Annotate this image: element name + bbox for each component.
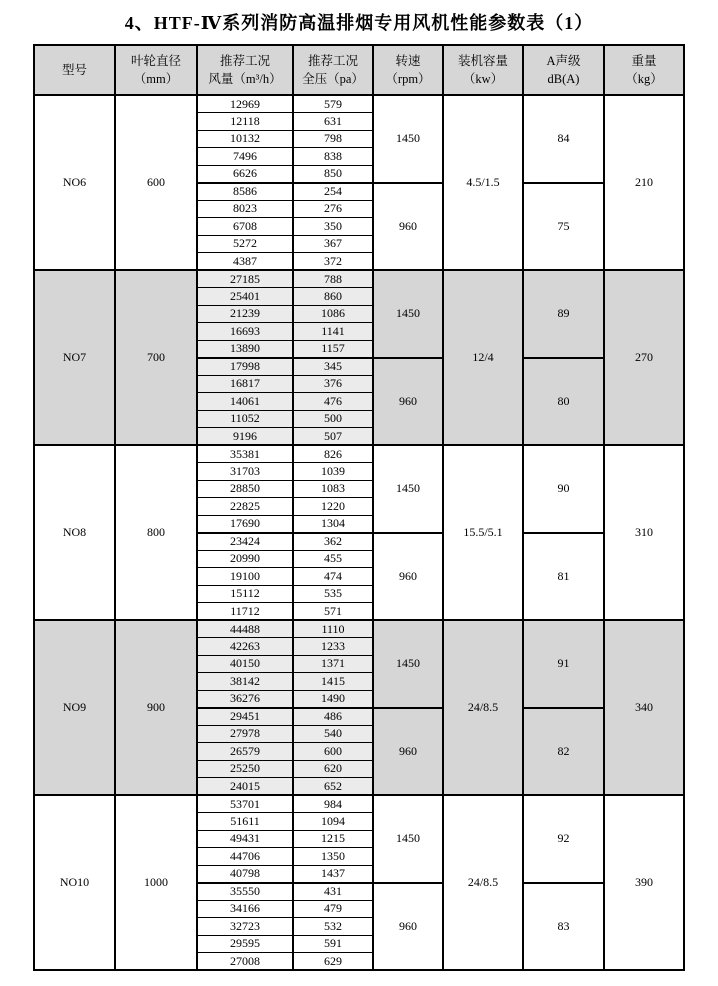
header-model — [34, 45, 115, 95]
airflow-cell: 7496 — [197, 148, 293, 166]
airflow-cell: 23424 — [197, 533, 293, 551]
airflow-cell: 13890 — [197, 340, 293, 358]
weight-cell: 270 — [604, 270, 684, 445]
pressure-cell: 838 — [293, 148, 373, 166]
pressure-cell: 600 — [293, 743, 373, 761]
airflow-cell: 11712 — [197, 603, 293, 621]
airflow-cell: 17690 — [197, 515, 293, 533]
pressure-cell: 1039 — [293, 463, 373, 481]
pressure-cell: 579 — [293, 95, 373, 113]
weight-cell: 310 — [604, 445, 684, 620]
capacity-cell: 12/4 — [443, 270, 523, 445]
model-cell: NO10 — [34, 795, 115, 970]
airflow-cell: 17998 — [197, 358, 293, 376]
speed-cell: 1450 — [373, 795, 443, 883]
noise-cell: 90 — [523, 445, 604, 533]
airflow-cell: 12118 — [197, 113, 293, 131]
model-cell: NO6 — [34, 95, 115, 270]
speed-cell: 1450 — [373, 270, 443, 358]
noise-cell: 83 — [523, 883, 604, 971]
airflow-cell: 5272 — [197, 235, 293, 253]
pressure-cell: 860 — [293, 288, 373, 306]
pressure-cell: 984 — [293, 795, 373, 813]
pressure-cell: 631 — [293, 113, 373, 131]
pressure-cell: 788 — [293, 270, 373, 288]
speed-cell: 960 — [373, 533, 443, 621]
pressure-cell: 1233 — [293, 638, 373, 656]
speed-cell: 960 — [373, 183, 443, 271]
airflow-cell: 8586 — [197, 183, 293, 201]
capacity-cell: 4.5/1.5 — [443, 95, 523, 270]
pressure-cell: 455 — [293, 550, 373, 568]
pressure-cell: 1086 — [293, 305, 373, 323]
data-row — [34, 270, 684, 288]
pressure-cell: 1371 — [293, 655, 373, 673]
pressure-cell: 276 — [293, 200, 373, 218]
pressure-cell: 1094 — [293, 813, 373, 831]
airflow-cell: 24015 — [197, 778, 293, 796]
airflow-cell: 4387 — [197, 253, 293, 271]
table-body — [34, 95, 684, 970]
speed-cell: 1450 — [373, 620, 443, 708]
pressure-cell: 1157 — [293, 340, 373, 358]
pressure-cell: 652 — [293, 778, 373, 796]
speed-cell: 960 — [373, 708, 443, 796]
noise-cell: 80 — [523, 358, 604, 446]
noise-cell: 84 — [523, 95, 604, 183]
diameter-cell: 800 — [115, 445, 197, 620]
pressure-cell: 620 — [293, 760, 373, 778]
noise-cell: 92 — [523, 795, 604, 883]
airflow-cell: 27978 — [197, 725, 293, 743]
speed-cell: 960 — [373, 358, 443, 446]
capacity-cell: 15.5/5.1 — [443, 445, 523, 620]
airflow-cell: 44706 — [197, 848, 293, 866]
fan-performance-table — [33, 44, 685, 971]
pressure-cell: 431 — [293, 883, 373, 901]
pressure-cell: 1215 — [293, 830, 373, 848]
pressure-cell: 345 — [293, 358, 373, 376]
airflow-cell: 53701 — [197, 795, 293, 813]
pressure-cell: 540 — [293, 725, 373, 743]
model-cell: NO7 — [34, 270, 115, 445]
noise-cell: 82 — [523, 708, 604, 796]
airflow-cell: 16817 — [197, 375, 293, 393]
pressure-cell: 362 — [293, 533, 373, 551]
airflow-cell: 25250 — [197, 760, 293, 778]
airflow-cell: 19100 — [197, 568, 293, 586]
pressure-cell: 474 — [293, 568, 373, 586]
pressure-cell: 1350 — [293, 848, 373, 866]
diameter-cell: 700 — [115, 270, 197, 445]
airflow-cell: 38142 — [197, 673, 293, 691]
data-row — [34, 445, 684, 463]
page-title: 4、HTF-Ⅳ系列消防高温排烟专用风机性能参数表（1） — [124, 13, 594, 33]
pressure-cell: 535 — [293, 585, 373, 603]
airflow-cell: 11052 — [197, 410, 293, 428]
airflow-cell: 40150 — [197, 655, 293, 673]
pressure-cell: 571 — [293, 603, 373, 621]
airflow-cell: 8023 — [197, 200, 293, 218]
header-airflow: 推荐工况 风量（m³/h） — [197, 45, 293, 95]
airflow-cell: 6708 — [197, 218, 293, 236]
airflow-cell: 36276 — [197, 690, 293, 708]
airflow-cell: 29595 — [197, 935, 293, 953]
pressure-cell: 254 — [293, 183, 373, 201]
pressure-cell: 826 — [293, 445, 373, 463]
pressure-cell: 629 — [293, 953, 373, 971]
airflow-cell: 40798 — [197, 865, 293, 883]
pressure-cell: 798 — [293, 130, 373, 148]
pressure-cell: 507 — [293, 428, 373, 446]
airflow-cell: 26579 — [197, 743, 293, 761]
airflow-cell: 16693 — [197, 323, 293, 341]
pressure-cell: 1220 — [293, 498, 373, 516]
model-cell: NO9 — [34, 620, 115, 795]
header-speed: 转速 （rpm） — [373, 45, 443, 95]
airflow-cell: 51611 — [197, 813, 293, 831]
airflow-cell: 22825 — [197, 498, 293, 516]
data-row — [34, 795, 684, 813]
pressure-cell: 500 — [293, 410, 373, 428]
speed-cell: 960 — [373, 883, 443, 971]
pressure-cell: 1490 — [293, 690, 373, 708]
header-noise: A声级 dB(A) — [523, 45, 604, 95]
airflow-cell: 32723 — [197, 918, 293, 936]
pressure-cell: 479 — [293, 900, 373, 918]
pressure-cell: 532 — [293, 918, 373, 936]
noise-cell: 75 — [523, 183, 604, 271]
noise-cell: 91 — [523, 620, 604, 708]
data-row — [34, 620, 684, 638]
weight-cell: 340 — [604, 620, 684, 795]
pressure-cell: 486 — [293, 708, 373, 726]
airflow-cell: 31703 — [197, 463, 293, 481]
pressure-cell: 1304 — [293, 515, 373, 533]
diameter-cell: 1000 — [115, 795, 197, 970]
noise-cell: 89 — [523, 270, 604, 358]
airflow-cell: 12969 — [197, 95, 293, 113]
airflow-cell: 9196 — [197, 428, 293, 446]
airflow-cell: 6626 — [197, 165, 293, 183]
pressure-cell: 372 — [293, 253, 373, 271]
airflow-cell: 49431 — [197, 830, 293, 848]
pressure-cell: 376 — [293, 375, 373, 393]
weight-cell: 390 — [604, 795, 684, 970]
pressure-cell: 1110 — [293, 620, 373, 638]
pressure-cell: 850 — [293, 165, 373, 183]
model-cell: NO8 — [34, 445, 115, 620]
header-model-label: 型号 — [61, 62, 87, 77]
pressure-cell: 350 — [293, 218, 373, 236]
header-capacity: 装机容量 （kw） — [443, 45, 523, 95]
pressure-cell: 367 — [293, 235, 373, 253]
airflow-cell: 34166 — [197, 900, 293, 918]
diameter-cell: 600 — [115, 95, 197, 270]
airflow-cell: 29451 — [197, 708, 293, 726]
pressure-cell: 1083 — [293, 480, 373, 498]
header-pressure: 推荐工况 全压（pa） — [293, 45, 373, 95]
speed-cell: 1450 — [373, 95, 443, 183]
weight-cell: 210 — [604, 95, 684, 270]
diameter-cell: 900 — [115, 620, 197, 795]
airflow-cell: 15112 — [197, 585, 293, 603]
airflow-cell: 20990 — [197, 550, 293, 568]
table-header — [34, 45, 684, 95]
header-diameter: 叶轮直径 （mm） — [115, 45, 197, 95]
airflow-cell: 44488 — [197, 620, 293, 638]
airflow-cell: 35381 — [197, 445, 293, 463]
capacity-cell: 24/8.5 — [443, 620, 523, 795]
pressure-cell: 476 — [293, 393, 373, 411]
airflow-cell: 35550 — [197, 883, 293, 901]
pressure-cell: 1437 — [293, 865, 373, 883]
header-weight: 重量 （kg） — [604, 45, 684, 95]
pressure-cell: 591 — [293, 935, 373, 953]
pressure-cell: 1141 — [293, 323, 373, 341]
data-row — [34, 95, 684, 113]
capacity-cell: 24/8.5 — [443, 795, 523, 970]
airflow-cell: 28850 — [197, 480, 293, 498]
speed-cell: 1450 — [373, 445, 443, 533]
pressure-cell: 1415 — [293, 673, 373, 691]
airflow-cell: 14061 — [197, 393, 293, 411]
airflow-cell: 21239 — [197, 305, 293, 323]
airflow-cell: 42263 — [197, 638, 293, 656]
airflow-cell: 25401 — [197, 288, 293, 306]
airflow-cell: 27008 — [197, 953, 293, 971]
airflow-cell: 27185 — [197, 270, 293, 288]
airflow-cell: 10132 — [197, 130, 293, 148]
noise-cell: 81 — [523, 533, 604, 621]
